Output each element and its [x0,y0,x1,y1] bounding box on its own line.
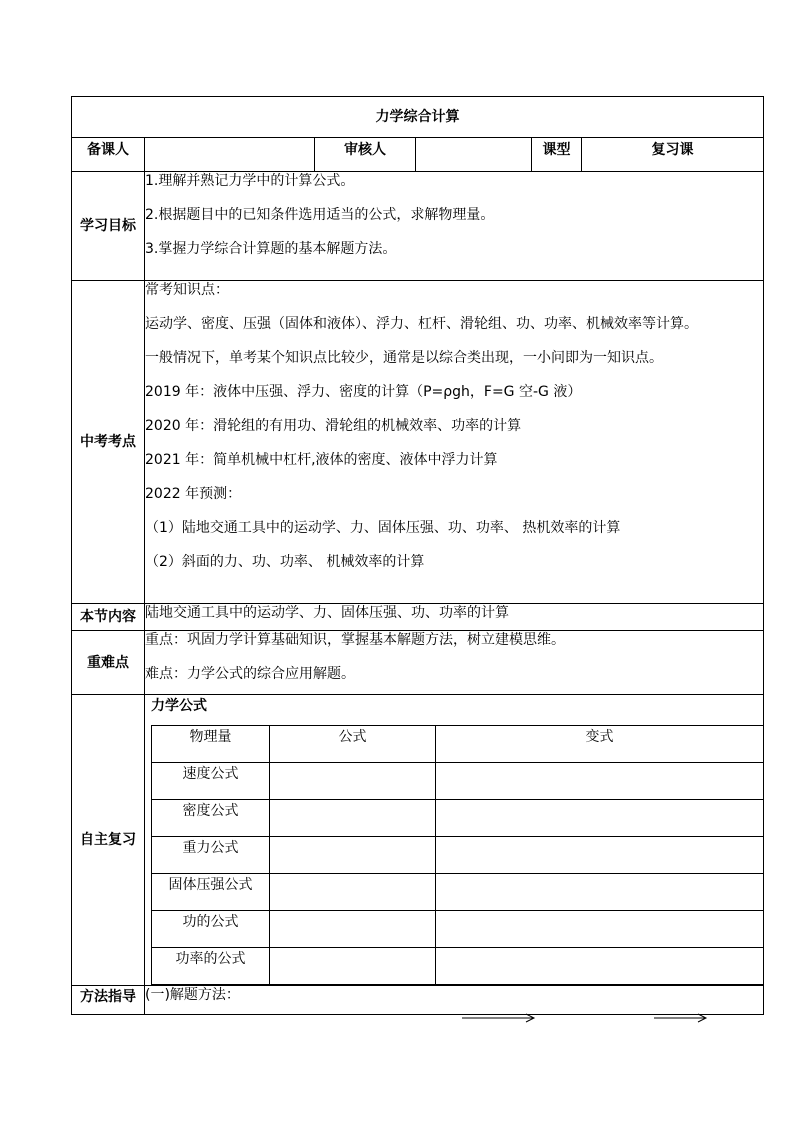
formula-cell[interactable] [270,837,436,874]
exam-line: （1）陆地交通工具中的运动学、力、固体压强、功、功率、 热机效率的计算 [145,520,621,536]
right-arrow-icon [462,1012,538,1024]
formula-row [152,911,764,948]
quantity-cell: 固体压强公式 [152,874,270,911]
lesson-type-value: 复习课 [582,138,764,172]
quantity-cell: 密度公式 [152,800,270,837]
formula-cell[interactable] [270,763,436,800]
lesson-plan-table [71,96,764,1015]
exam-points-row [72,281,764,604]
exam-line: 一般情况下，单考某个知识点比较少，通常是以综合类出现，一小问即为一知识点。 [145,350,663,366]
exam-points-label: 中考考点 [72,281,145,604]
key-point-line: 重点：巩固力学计算基础知识，掌握基本解题方法，树立建模思维。 [145,632,565,648]
formula-cell[interactable] [270,874,436,911]
key-points-label: 重难点 [72,631,145,695]
exam-line: 运动学、密度、压强（固体和液体）、浮力、杠杆、滑轮组、功、功率、机械效率等计算。 [145,316,698,332]
goal-item: 2.根据题目中的已知条件选用适当的公式，求解物理量。 [145,207,495,223]
variant-cell[interactable] [436,874,764,911]
goals-label: 学习目标 [72,172,145,281]
exam-line: （2）斜面的力、功、功率、 机械效率的计算 [145,554,425,570]
variant-cell[interactable] [436,911,764,948]
exam-points-content [145,281,764,604]
self-review-label: 自主复习 [72,695,145,986]
exam-line: 2022 年预测： [145,486,242,502]
exam-line: 常考知识点： [145,282,229,298]
formula-row [152,763,764,800]
preparer-label: 备课人 [72,138,145,172]
variant-cell[interactable] [436,763,764,800]
goal-item: 3.掌握力学综合计算题的基本解题方法。 [145,241,397,257]
column-header: 物理量 [152,726,270,763]
section-content-text [145,604,764,631]
key-points-content [145,631,764,695]
exam-line: 2021 年：简单机械中杠杆,液体的密度、液体中浮力计算 [145,452,498,468]
formula-cell[interactable] [270,911,436,948]
formula-cell[interactable] [270,948,436,985]
quantity-cell: 速度公式 [152,763,270,800]
section-content-line: 陆地交通工具中的运动学、力、固体压强、功、功率的计算 [145,605,509,621]
formula-row [152,948,764,985]
quantity-cell: 功的公式 [152,911,270,948]
column-header: 公式 [270,726,436,763]
right-arrow-icon [654,1012,710,1024]
key-points-row [72,631,764,695]
formula-heading: 力学公式 [151,698,207,714]
section-content-row [72,604,764,631]
quantity-cell: 功率的公式 [152,948,270,985]
formula-row [152,837,764,874]
formula-table [151,725,764,985]
goals-row [72,172,764,281]
self-review-content [145,695,764,986]
section-content-label: 本节内容 [72,604,145,631]
header-row [72,138,764,172]
goals-content [145,172,764,281]
exam-line: 2020 年：滑轮组的有用功、滑轮组的机械效率、功率的计算 [145,418,522,434]
method-line: (一)解题方法： [145,987,240,1003]
variant-cell[interactable] [436,800,764,837]
variant-cell[interactable] [436,948,764,985]
lesson-type-label: 课型 [532,138,582,172]
preparer-value[interactable] [145,138,315,172]
quantity-cell: 重力公式 [152,837,270,874]
formula-cell[interactable] [270,800,436,837]
document-title: 力学综合计算 [72,97,764,138]
method-content [145,986,764,1015]
formula-row [152,800,764,837]
variant-cell[interactable] [436,837,764,874]
goal-item: 1.理解并熟记力学中的计算公式。 [145,173,355,189]
column-header: 变式 [436,726,764,763]
exam-line: 2019 年：液体中压强、浮力、密度的计算（P=ρgh，F=G 空-G 液） [145,384,582,400]
method-label: 方法指导 [72,986,145,1015]
reviewer-value[interactable] [416,138,532,172]
formula-header-row [152,726,764,763]
self-review-row [72,695,764,986]
difficult-point-line: 难点：力学公式的综合应用解题。 [145,666,355,682]
formula-row [152,874,764,911]
method-row [72,986,764,1015]
reviewer-label: 审核人 [315,138,416,172]
